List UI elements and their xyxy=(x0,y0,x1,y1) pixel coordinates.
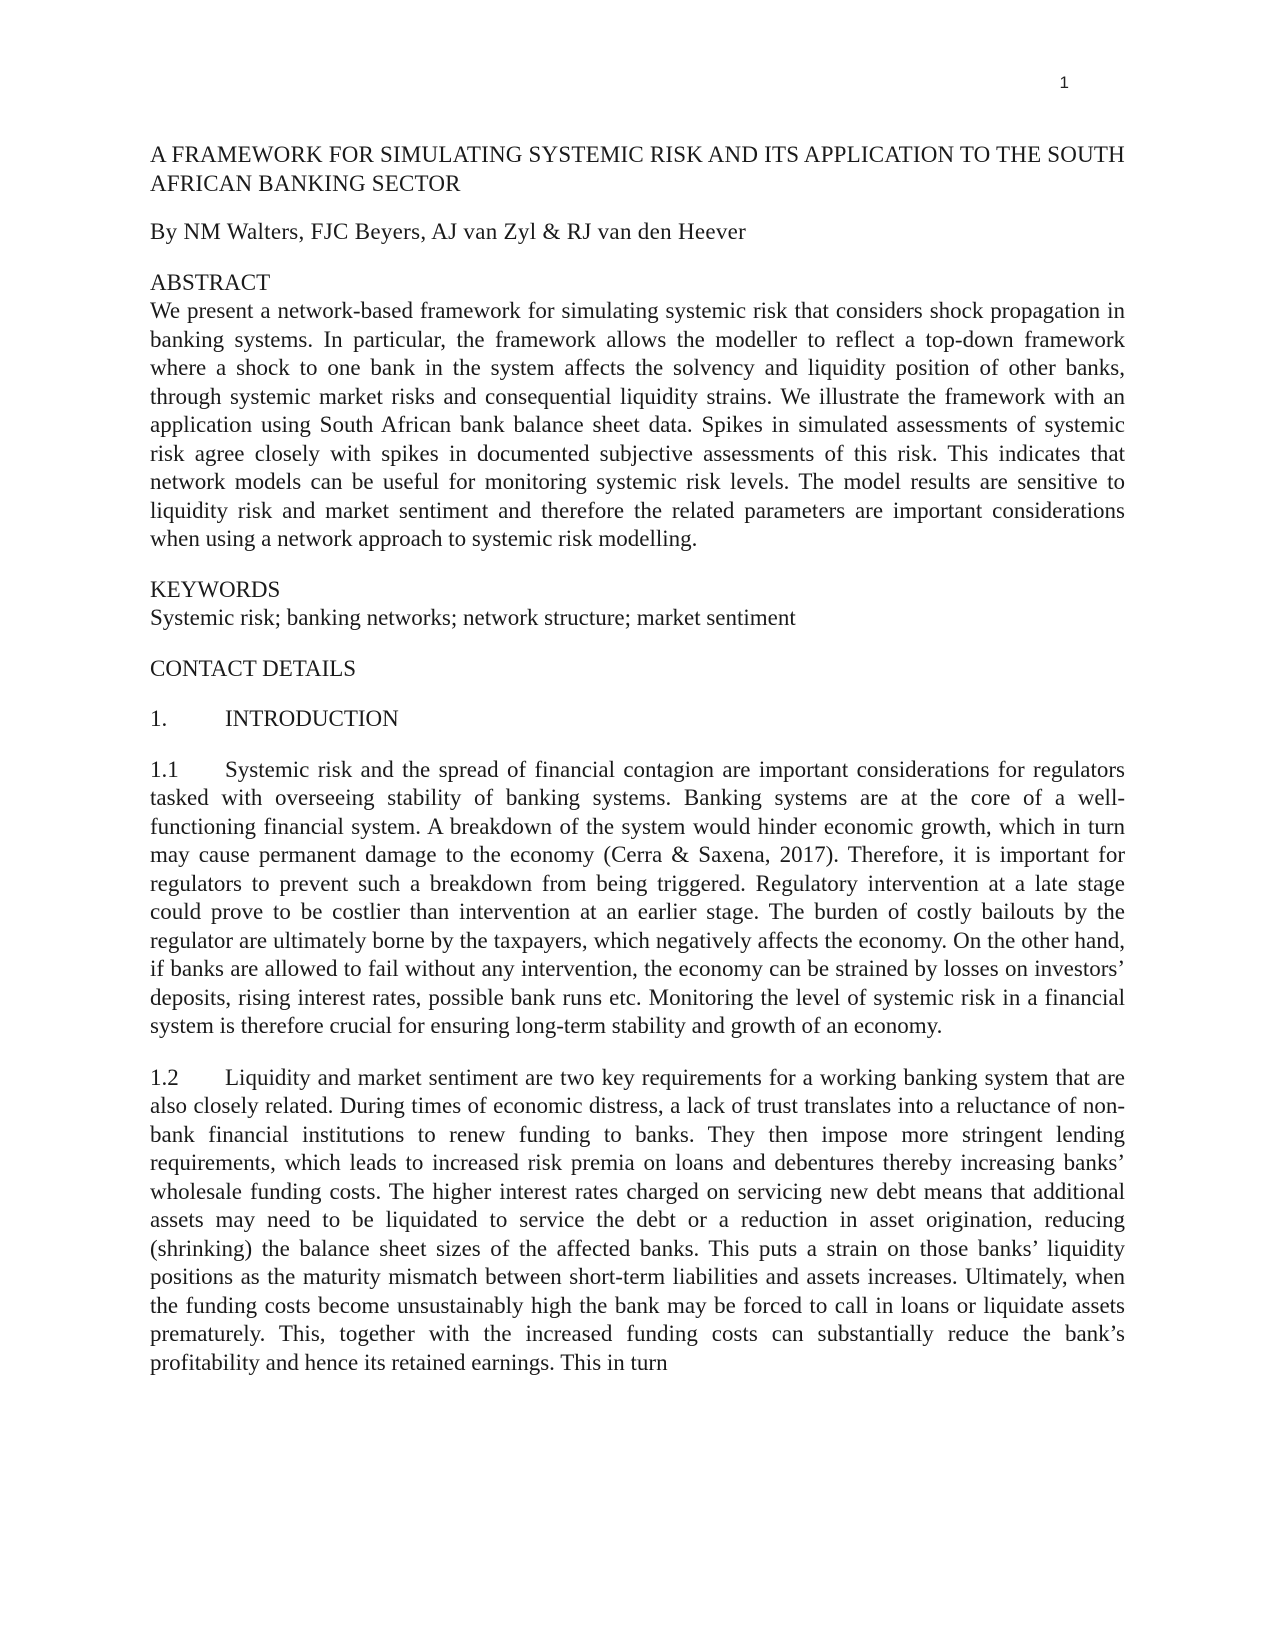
paragraph-1-2 xyxy=(150,1064,1125,1378)
paper-body xyxy=(150,141,1125,1400)
paragraph-text: Liquidity and market sentiment are two key requirements for a working banking system that are also closely related. During times of economic distress, a lack of trust translates into a reluctance of non-bank financial institutions to renew funding to banks. They then impose more stringent lending requirements, which leads to increased risk premia on loans and debentures thereby increasing banks’ wholesale funding costs. The higher interest rates charged on servicing new debt means that additional assets may need to be liquidated to service the debt or a reduction in asset origination, reducing (shrinking) the balance sheet sizes of the affected banks. This puts a strain on those banks’ liquidity positions as the maturity mismatch between short-term liabilities and assets increases. Ultimately, when the funding costs become unsustainably high the bank may be forced to call in loans or liquidate assets prematurely. This, together with the increased funding costs can substantially reduce the bank’s profitability and hence its retained earnings. This in turn xyxy=(150,1064,1125,1375)
introduction-heading xyxy=(150,705,1125,734)
paragraph-text: Systemic risk and the spread of financial contagion are important considerations for regulators tasked with overseeing stability of banking systems. Banking systems are at the core of a well-functioning financial system. A breakdown of the system would hinder economic growth, which in turn may cause permanent damage to the economy (Cerra & Saxena, 2017). Therefore, it is important for regulators to prevent such a breakdown from being triggered. Regulatory intervention at a late stage could prove to be costlier than intervention at an earlier stage. The burden of costly bailouts by the regulator are ultimately borne by the taxpayers, which negatively affects the economy. On the other hand, if banks are allowed to fail without any intervention, the economy can be strained by losses on investors’ deposits, rising interest rates, possible bank runs etc. Monitoring the level of systemic risk in a financial system is therefore crucial for ensuring long-term stability and growth of an economy. xyxy=(150,756,1125,1038)
author-line: By NM Walters, FJC Beyers, AJ van Zyl & RJ van den Heever xyxy=(150,219,747,244)
paragraph-number: 1.1 xyxy=(150,756,179,782)
abstract-section xyxy=(150,269,1125,554)
introduction-section xyxy=(150,705,1125,1377)
keywords-section xyxy=(150,576,1125,633)
section-title: INTRODUCTION xyxy=(225,706,399,731)
abstract-text: We present a network-based framework for simulating systemic risk that considers shock propagation in banking systems. In particular, the framework allows the modeller to reflect a top-down framework where a shock to one bank in the system affects the solvency and liquidity position of other banks, through systemic market risks and consequential liquidity strains. We illustrate the framework with an application using South African bank balance sheet data. Spikes in simulated assessments of systemic risk agree closely with spikes in documented subjective assessments of this risk. This indicates that network models can be useful for monitoring systemic risk levels. The model results are sensitive to liquidity risk and market sentiment and therefore the related parameters are important considerations when using a network approach to systemic risk modelling. xyxy=(150,298,1125,551)
contact-section xyxy=(150,655,1125,684)
section-number: 1. xyxy=(150,706,168,731)
paragraph-number: 1.2 xyxy=(150,1064,179,1090)
contact-heading: CONTACT DETAILS xyxy=(150,655,357,681)
keywords-heading: KEYWORDS xyxy=(150,576,281,602)
paragraph-1-1 xyxy=(150,756,1125,1041)
paper-title: A FRAMEWORK FOR SIMULATING SYSTEMIC RISK AND ITS APPLICATION TO THE SOUTH AFRICAN BANKING SECTOR xyxy=(150,142,1125,196)
keywords-text: Systemic risk; banking networks; network structure; market sentiment xyxy=(150,605,796,630)
page-number: 1 xyxy=(1059,73,1069,92)
abstract-heading: ABSTRACT xyxy=(150,269,271,295)
